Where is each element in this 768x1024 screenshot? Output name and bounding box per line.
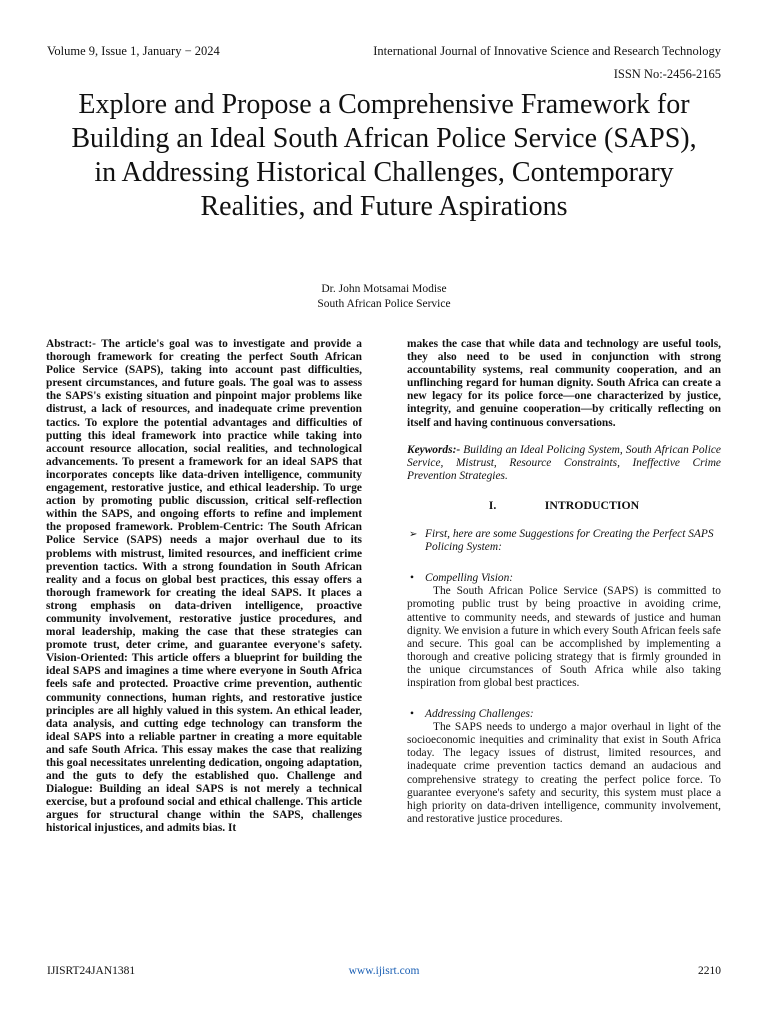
bullet-dot-icon: • xyxy=(410,708,414,721)
bullet-paragraph-challenges: The SAPS needs to undergo a major overhaul in light of the socioeconomic inequities and criminality that exist in South Africa today. The legacy issues of distrust, limited resources, and inadequate crime prevention tactics demand an audacious and comprehensive strategy to creating the perfect police force. To guarantee everyone's safety and security, this system must place a high priority on data-driven intelligence, community involvement, and restorative justice procedures. xyxy=(407,721,721,825)
keywords xyxy=(407,444,721,483)
section-heading xyxy=(407,499,721,512)
footer-page-number: 2210 xyxy=(698,965,721,977)
keywords-label: Keywords:- xyxy=(407,443,461,456)
left-column xyxy=(46,338,362,836)
arrow-bullet-icon: ➢ xyxy=(409,529,418,541)
paper-title: Explore and Propose a Comprehensive Framework for Building an Ideal South African Police Service (SAPS), in Addressing Historical Challenges, Contemporary Realities, and Future Aspirations xyxy=(71,89,697,222)
header-journal: International Journal of Innovative Science and Research Technology xyxy=(373,44,721,58)
author-name: Dr. John Motsamai Modise xyxy=(321,283,447,295)
header-volume: Volume 9, Issue 1, January − 2024 xyxy=(47,44,220,58)
author-affiliation: South African Police Service xyxy=(317,298,451,310)
footer-url-link[interactable]: www.ijisrt.com xyxy=(348,965,420,977)
bullet-heading-challenges xyxy=(407,708,721,721)
abstract-text: The article's goal was to investigate and provide a thorough framework for creating the perfect South African Police Service (SAPS), taking into account past difficulties, present circumstances, and future goals. The goal was to assess the SAPS's existing situation and pinpoint major problems like distrust, a lack of resources, and inadequate crime prevention tactics. To explore the potential advantages and difficulties of putting this ideal framework into practice while taking into account resource allocation, social realities, and technological advancements. To present a framework for an ideal SAPS that incorporates concepts like data-driven intelligence, community engagement, restorative justice, and ethical leadership. To urge action by promoting public discussion, critical self-reflection within the SAPS, and ongoing efforts to refine and implement the proposed framework. Problem-Centric: The South African Police Service (SAPS) needs a major overhaul due to its problems with mistrust, limited resources, and inefficient crime prevention tactics. With a strong foundation in South African reality and a focus on global best practices, this essay offers a thorough framework for creating the ideal SAPS. It places a strong emphasis on data-driven intelligence, proactive community involvement, restorative justice procedures, and moral leadership, making the case that these strategies can promote trust, deter crime, and guarantee everyone's safety. Vision-Oriented: This article offers a blueprint for building the ideal SAPS and imagines a time where everyone in South Africa feels safe and protected. Proactive crime prevention, authentic community connections, human rights, and restorative justice principles are all highly valued in this system. An ethical leader, data analysis, and cutting edge technology can transform the ideal SAPS into a reliable partner in creating a more equitable and safe South Africa. This essay makes the case that realizing this goal necessitates unrelenting dedication, ongoing adaptation, and the guts to defy the established quo. Challenge and Dialogue: Building an ideal SAPS is not merely a technical exercise, but a profound social and ethical challenge. This article argues for structural change within the SAPS, challenges historical injustices, and admits bias. It xyxy=(46,338,362,835)
bullet-dot-icon: • xyxy=(410,572,414,585)
bullet-heading-text: Addressing Challenges: xyxy=(425,708,534,721)
keywords-text: Building an Ideal Policing System, South African Police Service, Mistrust, Resource Constraints, Ineffective Crime Prevention Strategies. xyxy=(407,443,721,482)
bullet-paragraph-vision: The South African Police Service (SAPS) is committed to promoting public trust by being proactive in avoiding crime, attentive to community needs, and stewards of justice and human dignity. We envision a future in which every South African feels safe and secure. This goal can be accomplished by implementing a thorough and creative policing strategy that is firmly grounded in the unique circumstances of South Africa while also taking inspiration from global best practices. xyxy=(407,585,721,689)
intro-arrow-item xyxy=(407,528,721,554)
abstract xyxy=(46,338,362,836)
abstract-label: Abstract:- xyxy=(46,338,96,350)
section-title: INTRODUCTION xyxy=(544,497,640,512)
abstract-continuation: makes the case that while data and technology are useful tools, they also need to be used in conjunction with strong accountability systems, real community cooperation, and an unflinching regard for human dignity. South Africa can create a new legacy for its police force—one characterized by justice, integrity, and genuine cooperation—by critically reflecting on itself and having continuous conversations. xyxy=(407,338,721,429)
footer-code: IJISRT24JAN1381 xyxy=(47,965,136,977)
bullet-heading-text: Compelling Vision: xyxy=(425,572,514,585)
author-block xyxy=(0,282,768,312)
arrow-item-text: First, here are some Suggestions for Creating the Perfect SAPS Policing System: xyxy=(425,528,714,554)
section-number: I. xyxy=(488,497,497,512)
bullet-heading-vision xyxy=(407,572,721,585)
right-column xyxy=(407,338,721,826)
header-issn: ISSN No:-2456-2165 xyxy=(613,67,721,81)
